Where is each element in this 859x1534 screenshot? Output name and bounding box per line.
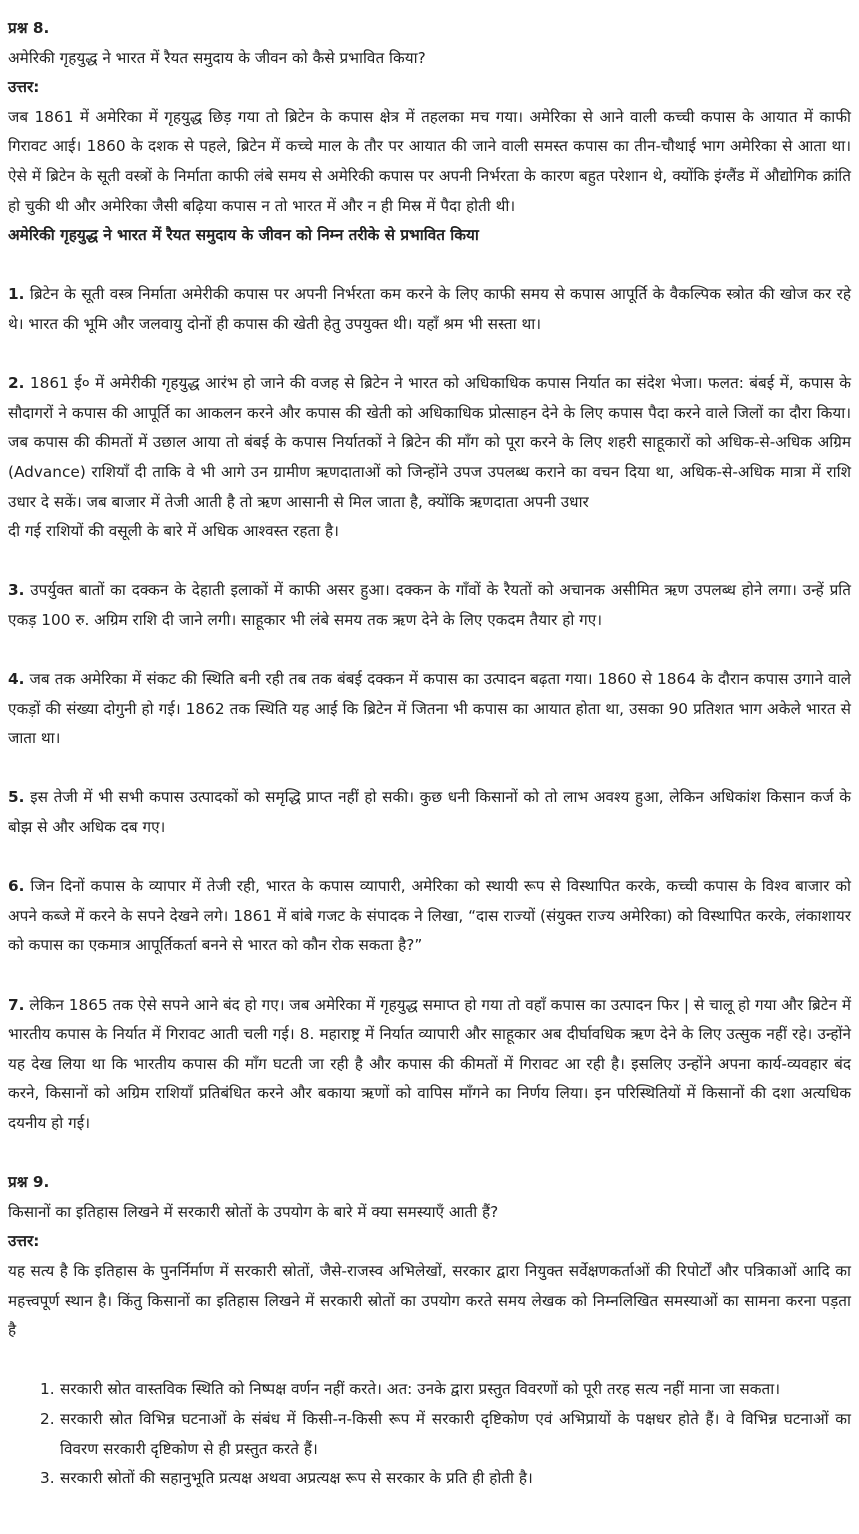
point-number: 1.	[8, 285, 25, 304]
q8-point-3	[8, 576, 851, 635]
spacer	[8, 843, 851, 873]
q9-answer-label: उत्तर:	[8, 1232, 40, 1251]
point-number: 5.	[8, 788, 25, 807]
q8-subheading: अमेरिकी गृहयुद्ध ने भारत में रैयत समुदाय के जीवन को निम्न तरीके से प्रभावित किया	[8, 226, 479, 245]
q8-point-6	[8, 872, 851, 961]
point-number: 3.	[8, 581, 25, 600]
spacer	[8, 251, 851, 281]
list-text: सरकारी स्रोत विभिन्न घटनाओं के संबंध में किसी-न-किसी रूप में सरकारी दृष्टिकोण एवं अभिप्रायों के पक्षधर होते हैं। वे विभिन्न घटनाओं का विवरण सरकारी दृष्टिकोण से ही प्रस्तुत करते हैं।	[60, 1409, 851, 1458]
list-item	[40, 1464, 851, 1494]
q8-point-1	[8, 280, 851, 339]
point-number: 7.	[8, 995, 25, 1014]
list-item	[40, 1405, 851, 1464]
q9-question: किसानों का इतिहास लिखने में सरकारी स्रोतों के उपयोग के बारे में क्या समस्याएँ आती हैं?	[8, 1202, 499, 1221]
spacer	[8, 340, 851, 370]
point-text: ब्रिटेन के सूती वस्त्र निर्माता अमेरीकी कपास पर अपनी निर्भरता कम करने के लिए काफी समय से कपास आपूर्ति के वैकल्पिक स्त्रोत की खोज कर रहे थे। भारत की भूमि और जलवायु दोनों ही कपास की खेती हेतु उपयुक्त थी। यहाँ श्रम भी सस्ता था।	[8, 285, 851, 333]
spacer	[8, 754, 851, 784]
point-number: 4.	[8, 670, 25, 689]
list-text: सरकारी स्रोतों की सहानुभूति प्रत्यक्ष अथवा अप्रत्यक्ष रूप से सरकार के प्रति ही होती है।	[60, 1469, 533, 1488]
list-item	[40, 1375, 851, 1405]
q8-point-5	[8, 783, 851, 842]
q9-problem-list	[8, 1375, 851, 1493]
spacer	[8, 635, 851, 665]
point-text: उपर्युक्त बातों का दक्कन के देहाती इलाकों में काफी असर हुआ। दक्कन के गाँवों के रैयतों को अचानक असीमित ऋण उपलब्ध होने लगा। उन्हें प्रति एकड़ 100 रु. अग्रिम राशि दी जाने लगी। साहूकार भी लंबे समय तक ऋण देने के लिए एकदम तैयार हो गए।	[8, 581, 851, 629]
point-number: 2.	[8, 374, 25, 393]
q9-intro: यह सत्य है कि इतिहास के पुनर्निर्माण में सरकारी स्रोतों, जैसे-राजस्व अभिलेखों, सरकार द्वारा नियुक्त सर्वेक्षणकर्ताओं की रिपोर्टों और पत्रिकाओं आदि का महत्त्वपूर्ण स्थान है। किंतु किसानों का इतिहास लिखने में सरकारी स्रोतों का उपयोग करते समय लेखक को निम्नलिखित समस्याओं का सामना करना पड़ता है	[8, 1261, 851, 1340]
list-number: 3.	[40, 1469, 55, 1488]
spacer	[8, 1139, 851, 1169]
q8-label: प्रश्न 8.	[8, 19, 50, 37]
point-text: जब तक अमेरिका में संकट की स्थिति बनी रही तब तक बंबई दक्कन में कपास का उत्पादन बढ़ता गया। 1860 से 1864 के दौरान कपास उगाने वाले एकड़ों की संख्या दोगुनी हो गई। 1862 तक स्थिति यह आई कि ब्रिटेन में जितना भी कपास का आयात होता था, उसका 90 प्रतिशत भाग अकेले भारत से जाता था।	[8, 670, 851, 748]
point-text: लेकिन 1865 तक ऐसे सपने आने बंद हो गए। जब अमेरिका में गृहयुद्ध समाप्त हो गया तो वहाँ कपास का उत्पादन फिर | से चालू हो गया और ब्रिटेन में भारतीय कपास के निर्यात में गिरावट आती चली गई। 8. महाराष्ट्र में निर्यात व्यापारी और साहूकार अब दीर्घावधिक ऋण देने के लिए उत्सुक नहीं रहे। उन्होंने यह देख लिया था कि भारतीय कपास की माँग घटती जा रही है और कपास की कीमतों में गिरावट आ रही है। इसलिए उन्होंने अपना कार्य-व्यवहार बंद करने, किसानों को अग्रिम राशियाँ प्रतिबंधित करने और बकाया ऋणों को वापिस माँगने का निर्णय लिया। इन परिस्थितियों में किसानों की दशा अत्यधिक दयनीय हो गई।	[8, 995, 851, 1132]
q8-question: अमेरिकी गृहयुद्ध ने भारत में रैयत समुदाय के जीवन को कैसे प्रभावित किया?	[8, 48, 426, 67]
point-text: 1861 ई० में अमेरीकी गृहयुद्ध आरंभ हो जाने की वजह से ब्रिटेन ने भारत को अधिकाधिक कपास निर्यात का संदेश भेजा। फलत: बंबई में, कपास के सौदागरों ने कपास की आपूर्ति का आकलन करने और कपास की खेती को अधिकाधिक प्रोत्साहन देने के लिए कपास पैदा करने वाले जिलों का दौरा किया। जब कपास की कीमतों में उछाल आया तो बंबई के कपास निर्यातकों ने ब्रिटेन की माँग को पूरा करने के लिए शहरी साहूकारों को अधिक-से-अधिक अग्रिम (Advance) राशियाँ दी ताकि वे भी आगे उन ग्रामीण ऋणदाताओं को जिन्होंने उपज उपलब्ध कराने का वचन दिया था, अधिक-से-अधिक मात्रा में राशि उधार दे सकें। जब बाजार में तेजी आती है तो ऋण आसानी से मिल जाता है, क्योंकि ऋणदाता अपनी उधार	[8, 374, 851, 511]
list-number: 2.	[40, 1409, 55, 1428]
q8-point-4	[8, 665, 851, 754]
point-text: इस तेजी में भी सभी कपास उत्पादकों को समृद्धि प्राप्त नहीं हो सकी। कुछ धनी किसानों को तो लाभ अवश्य हुआ, लेकिन अधिकांश किसान कर्ज के बोझ से और अधिक दब गए।	[8, 788, 851, 837]
q8-point-7	[8, 991, 851, 1139]
spacer	[8, 1346, 851, 1376]
q8-intro: जब 1861 में अमेरिका में गृहयुद्ध छिड़ गया तो ब्रिटेन के कपास क्षेत्र में तहलका मच गया। अमेरिका से आने वाली कच्ची कपास के आयात में काफी गिरावट आई। 1860 के दशक से पहले, ब्रिटेन में कच्चे माल के तौर पर आयात की जाने वाली समस्त कपास का तीन-चौथाई भाग अमेरिका से आता था। ऐसे में ब्रिटेन के सूती वस्त्रों के निर्माता काफी लंबे समय से अमेरिकी कपास पर अपनी निर्भरता के कारण बहुत परेशान थे, क्योंकि इंग्लैंड में औद्योगिक क्रांति हो चुकी थी और अमेरिका जैसी बढ़िया कपास न तो भारत में और न ही मिस्र में पैदा होती थी।	[8, 107, 851, 215]
q9-label: प्रश्न 9.	[8, 1173, 50, 1192]
list-text: सरकारी स्रोत वास्तविक स्थिति को निष्पक्ष वर्णन नहीं करते। अत: उनके द्वारा प्रस्तुत विवरणों को पूरी तरह सत्य नहीं माना जा सकता।	[60, 1380, 780, 1399]
point-text: जिन दिनों कपास के व्यापार में तेजी रही, भारत के कपास व्यापारी, अमेरिका को स्थायी रूप से विस्थापित करके, कच्ची कपास के विश्व बाजार को अपने कब्जे में करने के सपने देखने लगे। 1861 में बांबे गजट के संपादक ने लिखा, “दास राज्यों (संयुक्त राज्य अमेरिका) को विस्थापित करके, लंकाशायर को कपास का एकमात्र आपूर्तिकर्ता बनने से भारत को कौन रोक सकता है?”	[8, 877, 851, 955]
q8-point-2-continuation: दी गई राशियों की वसूली के बारे में अधिक आश्वस्त रहता है।	[8, 522, 339, 541]
list-number: 1.	[40, 1380, 55, 1399]
q8-answer-label: उत्तर:	[8, 78, 40, 97]
point-number: 6.	[8, 877, 25, 896]
q8-point-2	[8, 369, 851, 517]
spacer	[8, 961, 851, 991]
spacer	[8, 547, 851, 577]
